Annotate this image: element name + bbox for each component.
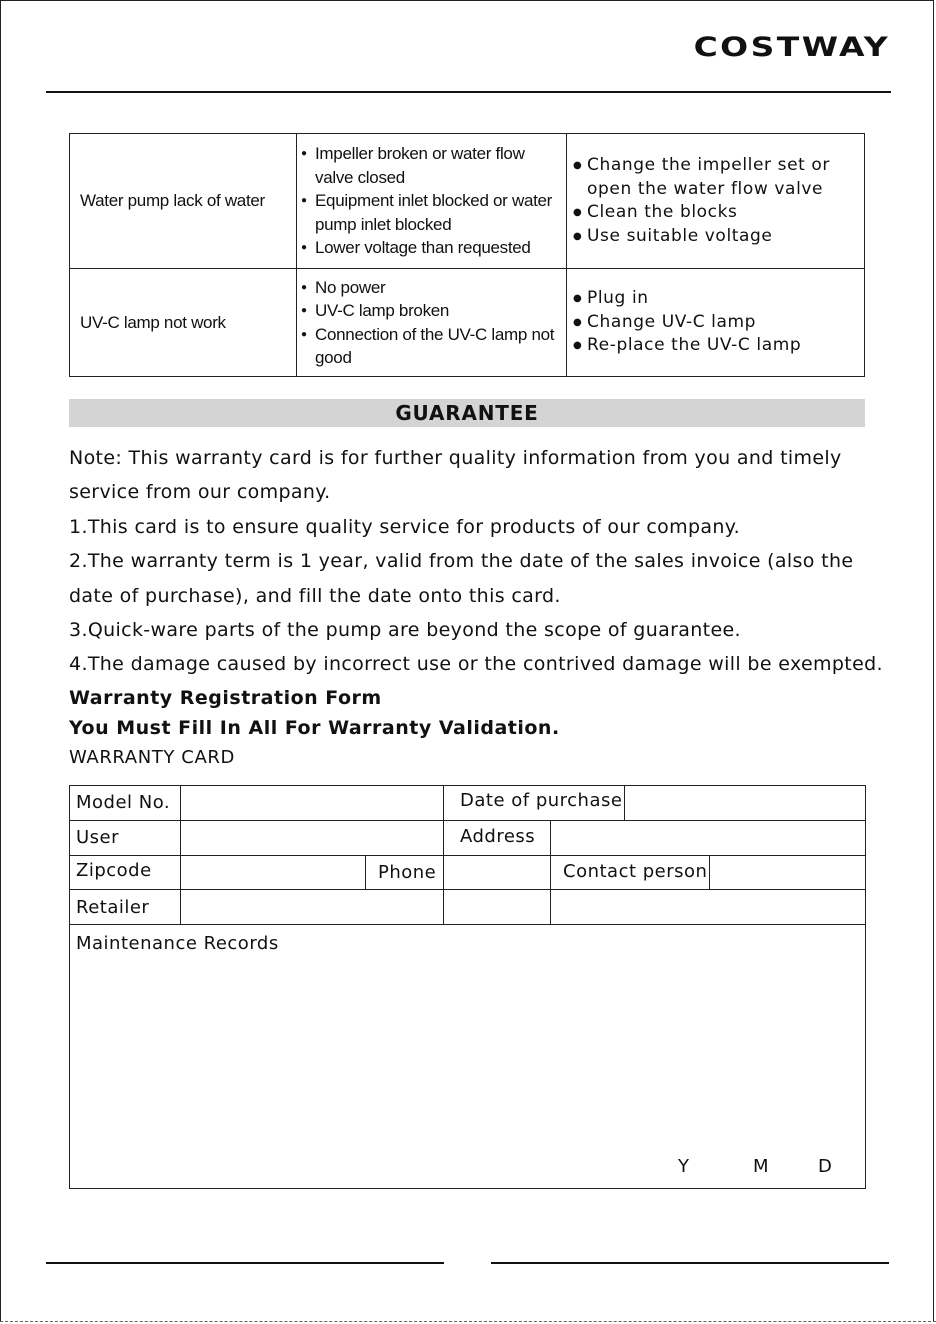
table-row (70, 269, 865, 377)
solutions-cell (567, 134, 865, 269)
guarantee-line: 1.This card is to ensure quality service for products of our company. (69, 515, 741, 538)
brand-logo: COSTWAY (693, 32, 890, 63)
warranty-form (69, 785, 866, 1189)
guarantee-text (69, 441, 889, 682)
causes-cell (297, 134, 567, 269)
phone-label: Phone (378, 862, 437, 883)
month-label: M (753, 1156, 770, 1177)
registration-heading (69, 683, 560, 743)
signature-line-left (46, 1262, 444, 1264)
date-of-purchase-field[interactable] (625, 786, 865, 820)
day-label: D (818, 1156, 833, 1177)
solution-item: ● Plug in (573, 287, 860, 311)
guarantee-heading: GUARANTEE (69, 399, 865, 427)
guarantee-line: 2.The warranty term is 1 year, valid from the date of the sales invoice (also the (69, 550, 854, 573)
guarantee-line: date of purchase), and fill the date onto this card. (69, 584, 561, 607)
contact-person-label: Contact person (563, 861, 708, 882)
zipcode-label: Zipcode (76, 860, 152, 881)
guarantee-line: Note: This warranty card is for further quality information from you and timely (69, 447, 842, 469)
maintenance-records-label: Maintenance Records (76, 933, 279, 954)
user-label: User (76, 827, 120, 848)
maintenance-records-field[interactable] (70, 961, 865, 1151)
guarantee-line: 4.The damage caused by incorrect use or the contrived damage will be exempted. (69, 653, 883, 676)
warranty-card-label: WARRANTY CARD (69, 747, 235, 768)
address-field[interactable] (551, 821, 865, 855)
model-no-label: Model No. (76, 792, 171, 813)
cause-item: ● Equipment inlet blocked or water pump inlet blocked (301, 189, 564, 236)
cause-item: ● UV-C lamp broken (301, 299, 564, 323)
problem-cell: Water pump lack of water (70, 134, 297, 269)
registration-subtitle: You Must Fill In All For Warranty Validation. (69, 717, 560, 739)
solution-item: ● Clean the blocks (573, 201, 860, 225)
guarantee-line: 3.Quick-ware parts of the pump are beyond the scope of guarantee. (69, 618, 741, 641)
cause-item: ● Lower voltage than requested (301, 236, 564, 260)
signature-line-right (491, 1262, 889, 1264)
registration-title: Warranty Registration Form (69, 687, 382, 709)
solution-item: ● Change UV-C lamp (573, 311, 860, 335)
year-label: Y (678, 1156, 690, 1177)
cause-item: ● Connection of the UV-C lamp not good (301, 323, 564, 370)
retailer-label: Retailer (76, 897, 150, 918)
cause-item: ● No power (301, 276, 564, 300)
causes-cell (297, 269, 567, 377)
address-label: Address (460, 826, 536, 847)
cause-item: ● Impeller broken or water flow valve closed (301, 142, 564, 189)
table-row (70, 134, 865, 269)
guarantee-line: service from our company. (69, 481, 331, 504)
solutions-cell (567, 269, 865, 377)
header-rule (46, 91, 891, 93)
zipcode-field[interactable] (181, 856, 365, 889)
contact-person-field[interactable] (710, 856, 865, 889)
cut-line (0, 1321, 936, 1322)
problem-cell: UV-C lamp not work (70, 269, 297, 377)
user-field[interactable] (181, 821, 443, 855)
troubleshooting-table (69, 133, 865, 377)
phone-field[interactable] (444, 856, 550, 889)
model-no-field[interactable] (181, 786, 443, 820)
retailer-field[interactable] (181, 890, 443, 924)
form-rule (365, 855, 366, 889)
solution-item: ● Change the impeller set or open the water flow valve (573, 154, 860, 201)
solution-item: ● Re-place the UV-C lamp (573, 334, 860, 358)
solution-item: ● Use suitable voltage (573, 225, 860, 249)
date-of-purchase-label: Date of purchase (460, 790, 623, 811)
form-rule (70, 924, 865, 925)
form-rule (443, 786, 444, 924)
